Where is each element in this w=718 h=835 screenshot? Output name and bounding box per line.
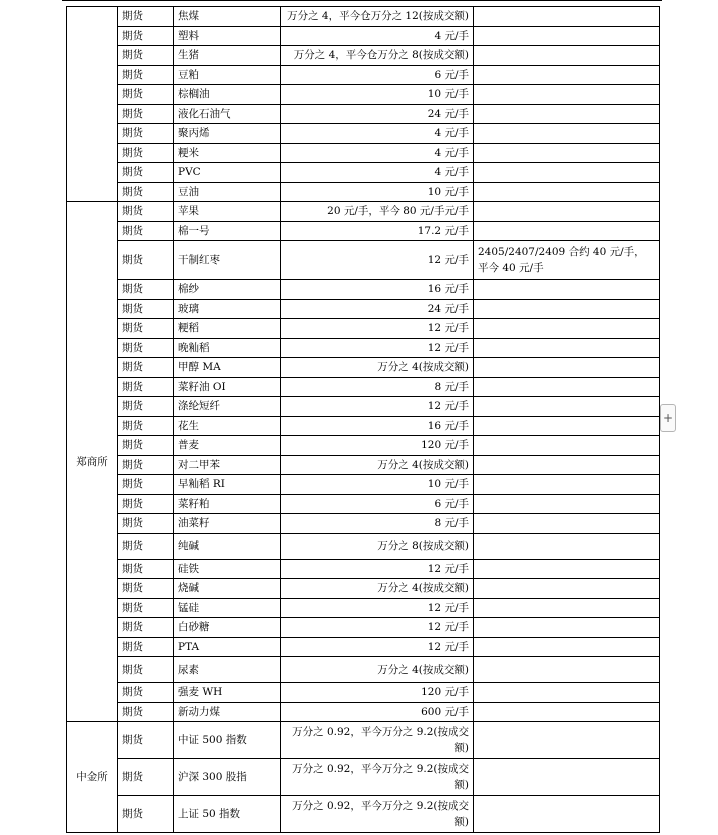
type-cell: 期货 <box>118 377 174 397</box>
table-row <box>67 702 660 722</box>
type-cell: 期货 <box>118 759 174 796</box>
product-cell: 花生 <box>174 416 281 436</box>
fee-cell: 12 元/手 <box>281 241 474 280</box>
type-cell: 期货 <box>118 514 174 534</box>
plus-icon: + <box>662 411 674 425</box>
exchange-cell: 郑商所 <box>67 202 118 722</box>
fee-cell: 万分之 4，平今仓万分之 12(按成交额) <box>281 7 474 27</box>
note-cell <box>474 436 660 456</box>
fee-cell: 万分之 4，平今仓万分之 8(按成交额) <box>281 46 474 66</box>
table-row <box>67 475 660 495</box>
table-row <box>67 618 660 638</box>
type-cell: 期货 <box>118 280 174 300</box>
table-row <box>67 241 660 280</box>
fee-table <box>66 6 660 833</box>
fee-cell: 12 元/手 <box>281 598 474 618</box>
table-row <box>67 65 660 85</box>
fee-cell: 16 元/手 <box>281 280 474 300</box>
fee-cell: 12 元/手 <box>281 319 474 339</box>
table-row <box>67 722 660 759</box>
note-cell <box>474 637 660 657</box>
type-cell: 期货 <box>118 702 174 722</box>
type-cell: 期货 <box>118 397 174 417</box>
note-cell <box>474 722 660 759</box>
note-cell <box>474 618 660 638</box>
note-cell <box>474 683 660 703</box>
table-row <box>67 46 660 66</box>
fee-cell: 10 元/手 <box>281 182 474 202</box>
type-cell: 期货 <box>118 618 174 638</box>
product-cell: 干制红枣 <box>174 241 281 280</box>
note-cell <box>474 182 660 202</box>
product-cell: 早籼稻 RI <box>174 475 281 495</box>
product-cell: 上证 50 指数 <box>174 796 281 833</box>
note-cell <box>474 475 660 495</box>
product-cell: 硅铁 <box>174 559 281 579</box>
product-cell: 液化石油气 <box>174 104 281 124</box>
product-cell: 普麦 <box>174 436 281 456</box>
type-cell: 期货 <box>118 202 174 222</box>
note-cell <box>474 202 660 222</box>
exchange-cell <box>67 7 118 202</box>
fee-cell: 4 元/手 <box>281 143 474 163</box>
fee-cell: 万分之 0.92，平今万分之 9.2(按成交额) <box>281 759 474 796</box>
product-cell: 中证 500 指数 <box>174 722 281 759</box>
table-row <box>67 85 660 105</box>
note-cell <box>474 26 660 46</box>
fee-cell: 12 元/手 <box>281 618 474 638</box>
product-cell: PTA <box>174 637 281 657</box>
fee-cell: 12 元/手 <box>281 559 474 579</box>
note-cell <box>474 85 660 105</box>
product-cell: 强麦 WH <box>174 683 281 703</box>
type-cell: 期货 <box>118 455 174 475</box>
product-cell: 油菜籽 <box>174 514 281 534</box>
type-cell: 期货 <box>118 26 174 46</box>
note-cell <box>474 7 660 27</box>
table-row <box>67 377 660 397</box>
table-row <box>67 26 660 46</box>
type-cell: 期货 <box>118 533 174 559</box>
product-cell: 晚籼稻 <box>174 338 281 358</box>
product-cell: 焦煤 <box>174 7 281 27</box>
table-row <box>67 759 660 796</box>
type-cell: 期货 <box>118 319 174 339</box>
product-cell: 粳稻 <box>174 319 281 339</box>
note-cell <box>474 65 660 85</box>
type-cell: 期货 <box>118 657 174 683</box>
product-cell: 塑料 <box>174 26 281 46</box>
fee-cell: 万分之 0.92，平今万分之 9.2(按成交额) <box>281 796 474 833</box>
note-cell <box>474 221 660 241</box>
product-cell: 棉纱 <box>174 280 281 300</box>
table-row <box>67 514 660 534</box>
note-cell <box>474 377 660 397</box>
fee-cell: 120 元/手 <box>281 683 474 703</box>
note-cell <box>474 299 660 319</box>
table-row <box>67 796 660 833</box>
type-cell: 期货 <box>118 143 174 163</box>
product-cell: 苹果 <box>174 202 281 222</box>
type-cell: 期货 <box>118 124 174 144</box>
fee-cell: 120 元/手 <box>281 436 474 456</box>
table-row <box>67 299 660 319</box>
fee-cell: 万分之 0.92，平今万分之 9.2(按成交额) <box>281 722 474 759</box>
type-cell: 期货 <box>118 579 174 599</box>
type-cell: 期货 <box>118 559 174 579</box>
table-row <box>67 7 660 27</box>
type-cell: 期货 <box>118 46 174 66</box>
table-row <box>67 416 660 436</box>
type-cell: 期货 <box>118 182 174 202</box>
product-cell: 菜籽油 OI <box>174 377 281 397</box>
table-row <box>67 143 660 163</box>
note-cell <box>474 514 660 534</box>
note-cell <box>474 657 660 683</box>
note-cell: 2405/2407/2409 合约 40 元/手，平今 40 元/手 <box>474 241 660 280</box>
type-cell: 期货 <box>118 163 174 183</box>
table-row <box>67 436 660 456</box>
fee-cell: 万分之 8(按成交额) <box>281 533 474 559</box>
note-cell <box>474 796 660 833</box>
product-cell: 聚丙烯 <box>174 124 281 144</box>
product-cell: 粳米 <box>174 143 281 163</box>
note-cell <box>474 598 660 618</box>
fee-cell: 8 元/手 <box>281 514 474 534</box>
type-cell: 期货 <box>118 241 174 280</box>
note-cell <box>474 163 660 183</box>
note-cell <box>474 358 660 378</box>
type-cell: 期货 <box>118 683 174 703</box>
fee-cell: 16 元/手 <box>281 416 474 436</box>
product-cell: 涤纶短纤 <box>174 397 281 417</box>
type-cell: 期货 <box>118 722 174 759</box>
product-cell: 烧碱 <box>174 579 281 599</box>
product-cell: 棉一号 <box>174 221 281 241</box>
table-row <box>67 579 660 599</box>
table-row <box>67 559 660 579</box>
product-cell: 豆油 <box>174 182 281 202</box>
note-cell <box>474 319 660 339</box>
note-cell <box>474 559 660 579</box>
exchange-cell: 中金所 <box>67 722 118 833</box>
note-cell <box>474 455 660 475</box>
note-cell <box>474 702 660 722</box>
product-cell: 沪深 300 股指 <box>174 759 281 796</box>
table-row <box>67 338 660 358</box>
type-cell: 期货 <box>118 338 174 358</box>
fee-cell: 6 元/手 <box>281 494 474 514</box>
type-cell: 期货 <box>118 416 174 436</box>
type-cell: 期货 <box>118 85 174 105</box>
product-cell: 锰硅 <box>174 598 281 618</box>
note-cell <box>474 104 660 124</box>
table-row <box>67 280 660 300</box>
fee-cell: 12 元/手 <box>281 637 474 657</box>
fee-cell: 万分之 4(按成交额) <box>281 657 474 683</box>
fee-cell: 万分之 4(按成交额) <box>281 358 474 378</box>
fee-cell: 10 元/手 <box>281 475 474 495</box>
note-cell <box>474 533 660 559</box>
table-row <box>67 182 660 202</box>
fee-cell: 6 元/手 <box>281 65 474 85</box>
fee-cell: 17.2 元/手 <box>281 221 474 241</box>
type-cell: 期货 <box>118 65 174 85</box>
table-row <box>67 533 660 559</box>
type-cell: 期货 <box>118 796 174 833</box>
table-row <box>67 104 660 124</box>
fee-cell: 600 元/手 <box>281 702 474 722</box>
fee-cell: 8 元/手 <box>281 377 474 397</box>
type-cell: 期货 <box>118 7 174 27</box>
fee-cell: 24 元/手 <box>281 104 474 124</box>
type-cell: 期货 <box>118 475 174 495</box>
note-cell <box>474 759 660 796</box>
type-cell: 期货 <box>118 598 174 618</box>
product-cell: 玻璃 <box>174 299 281 319</box>
product-cell: 甲醇 MA <box>174 358 281 378</box>
fee-cell: 24 元/手 <box>281 299 474 319</box>
fee-cell: 4 元/手 <box>281 124 474 144</box>
note-cell <box>474 124 660 144</box>
fee-cell: 10 元/手 <box>281 85 474 105</box>
note-cell <box>474 494 660 514</box>
product-cell: 白砂糖 <box>174 618 281 638</box>
table-row <box>67 163 660 183</box>
note-cell <box>474 397 660 417</box>
note-cell <box>474 416 660 436</box>
fee-cell: 万分之 4(按成交额) <box>281 579 474 599</box>
note-cell <box>474 280 660 300</box>
product-cell: 新动力煤 <box>174 702 281 722</box>
product-cell: 尿素 <box>174 657 281 683</box>
fee-cell: 4 元/手 <box>281 163 474 183</box>
table-row <box>67 319 660 339</box>
fee-cell: 4 元/手 <box>281 26 474 46</box>
table-row <box>67 657 660 683</box>
type-cell: 期货 <box>118 221 174 241</box>
table-row <box>67 455 660 475</box>
type-cell: 期货 <box>118 104 174 124</box>
table-row <box>67 494 660 514</box>
type-cell: 期货 <box>118 358 174 378</box>
product-cell: 生猪 <box>174 46 281 66</box>
fee-cell: 万分之 4(按成交额) <box>281 455 474 475</box>
table-row <box>67 124 660 144</box>
product-cell: 纯碱 <box>174 533 281 559</box>
type-cell: 期货 <box>118 436 174 456</box>
note-cell <box>474 143 660 163</box>
fee-cell: 12 元/手 <box>281 338 474 358</box>
table-row <box>67 637 660 657</box>
table-row <box>67 202 660 222</box>
page-top-edge <box>62 0 662 1</box>
product-cell: 棕榈油 <box>174 85 281 105</box>
product-cell: 豆粕 <box>174 65 281 85</box>
product-cell: 菜籽粕 <box>174 494 281 514</box>
product-cell: PVC <box>174 163 281 183</box>
table-row <box>67 358 660 378</box>
type-cell: 期货 <box>118 494 174 514</box>
note-cell <box>474 579 660 599</box>
add-row-button[interactable] <box>660 404 676 432</box>
note-cell <box>474 338 660 358</box>
fee-cell: 20 元/手，平今 80 元/手元/手 <box>281 202 474 222</box>
table-row <box>67 397 660 417</box>
type-cell: 期货 <box>118 299 174 319</box>
note-cell <box>474 46 660 66</box>
table-row <box>67 598 660 618</box>
product-cell: 对二甲苯 <box>174 455 281 475</box>
table-row <box>67 683 660 703</box>
type-cell: 期货 <box>118 637 174 657</box>
table-row <box>67 221 660 241</box>
fee-cell: 12 元/手 <box>281 397 474 417</box>
